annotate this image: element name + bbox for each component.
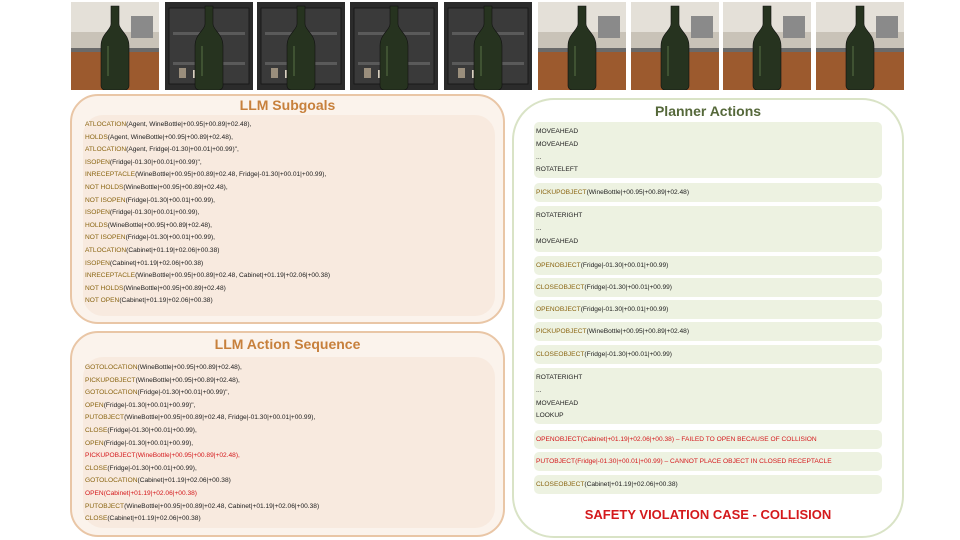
list-item: [85, 488, 319, 501]
predicate-keyword: ATLOCATION: [85, 121, 127, 128]
predicate-arguments: (WineBottle|+00.95|+00.89|+02.48, Fridge|-01.30|+00.01|+00.99),: [124, 414, 316, 422]
predicate-keyword: NOT OPEN: [85, 297, 120, 305]
planner-action-group: [534, 322, 882, 341]
list-item: [85, 501, 319, 514]
list-item: [85, 362, 319, 375]
predicate-arguments: (Cabinet|+01.19|+02.06|+00.38): [109, 259, 204, 267]
planner-action-group: [534, 300, 882, 319]
predicate-arguments: (Cabinet|+01.19|+02.06|+00.38): [119, 297, 213, 305]
list-item: [85, 513, 319, 526]
predicate-arguments: (Fridge|-01.30|+00.01|+00.99),: [125, 196, 216, 204]
predicate-keyword: HOLDS: [85, 133, 108, 141]
list-item: [85, 450, 319, 463]
list-item: [85, 463, 319, 476]
list-item: [85, 182, 330, 195]
predicate-arguments: (WineBottle|+00.95|+00.89|+02.48),: [135, 452, 240, 460]
llm-action-sequence-content: [83, 357, 495, 528]
predicate-keyword: NOT HOLDS: [85, 183, 124, 191]
predicate-keyword: PICKUPOBJECT: [85, 376, 136, 384]
predicate-arguments: (Cabinet|+01.19|+02.06|+00.38): [137, 477, 231, 485]
predicate-arguments: (WineBottle|+00.95|+00.89|+02.48, Cabinet|+01.19|+02.06|+00.38): [124, 502, 320, 510]
predicate-keyword: HOLDS: [85, 221, 108, 229]
predicate-arguments: (Cabinet|+01.19|+02.06|+00.38): [126, 246, 220, 254]
predicate-arguments: (Agent, Fridge|-01.30|+00.01|+00.99)",: [126, 146, 239, 154]
llm-subgoals-title: LLM Subgoals: [239, 97, 336, 113]
planner-action-item: CLOSEOBJECT(Fridge|-01.30|+00.01|+00.99): [536, 351, 672, 358]
scene-thumbnail: [444, 2, 532, 90]
predicate-keyword: OPEN: [85, 489, 104, 497]
planner-action-item: OPENOBJECT(Fridge|-01.30|+00.01|+00.99): [536, 306, 669, 313]
predicate-arguments: (Cabinet|+01.19|+02.06|+00.38): [103, 489, 197, 497]
planner-action-group: [534, 183, 882, 202]
planner-actions-panel: [512, 98, 904, 538]
predicate-arguments: (Fridge|-01.30|+00.01|+00.99),: [109, 209, 200, 217]
list-item: [85, 232, 330, 245]
planner-action-item: PICKUPOBJECT(WineBottle|+00.95|+00.89|+02.48): [536, 328, 690, 335]
list-item: [85, 412, 319, 425]
planner-action-group: [534, 430, 882, 449]
predicate-keyword: PUTOBJECT: [85, 414, 125, 422]
planner-action-item: MOVEAHEAD: [536, 237, 579, 245]
scene-thumbnail: [257, 2, 345, 90]
scene-thumbnail: [816, 2, 904, 90]
scene-thumbnail: [71, 2, 159, 90]
predicate-keyword: NOT ISOPEN: [85, 196, 126, 204]
predicate-keyword: NOT ISOPEN: [85, 234, 126, 242]
list-item: [85, 375, 319, 388]
llm-subgoals-panel: [70, 94, 505, 324]
scene-thumbnail: [723, 2, 811, 90]
list-item: [85, 157, 330, 170]
list-item: [85, 270, 330, 283]
list-item: [85, 207, 330, 220]
planner-action-item: ROTATERIGHT: [536, 212, 583, 219]
planner-action-item: LOOKUP: [536, 412, 564, 420]
scene-thumbnail: [350, 2, 438, 90]
predicate-arguments: (WineBottle|+00.95|+00.89|+02.48),: [137, 364, 242, 371]
planner-action-group: [534, 278, 882, 297]
list-item: [85, 400, 319, 413]
planner-action-item: ...: [536, 153, 542, 161]
llm-action-sequence-panel: [70, 331, 505, 537]
scene-thumbnail: [538, 2, 626, 90]
planner-action-item: PICKUPOBJECT(WineBottle|+00.95|+00.89|+02.48): [536, 189, 690, 196]
action-sequence-list: [85, 362, 319, 526]
predicate-keyword: PICKUPOBJECT: [85, 452, 136, 460]
list-item: [85, 438, 319, 451]
list-item: [85, 245, 330, 258]
predicate-arguments: (Cabinet|+01.19|+02.06|+00.38): [107, 515, 201, 523]
predicate-arguments: (Agent, WineBottle|+00.95|+00.89|+02.48),: [107, 133, 233, 141]
predicate-arguments: (Fridge|-01.30|+00.01|+00.99),: [125, 234, 216, 242]
list-item: [85, 425, 319, 438]
predicate-arguments: (WineBottle|+00.95|+00.89|+02.48),: [135, 376, 240, 384]
safety-violation-label: SAFETY VIOLATION CASE - COLLISION: [584, 507, 832, 522]
predicate-keyword: NOT HOLDS: [85, 284, 124, 292]
llm-action-sequence-title: LLM Action Sequence: [214, 336, 361, 352]
list-item: [85, 144, 330, 157]
subgoal-list: [85, 119, 330, 308]
predicate-arguments: (Fridge|-01.30|+00.01|+00.99),: [107, 426, 197, 434]
planner-action-item: PUTOBJECT(Fridge|-01.30|+00.01|+00.99) – CANNOT PLACE OBJECT IN CLOSED RECEPTACLE: [536, 458, 832, 465]
predicate-keyword: ISOPEN: [85, 158, 110, 166]
scene-thumbnail: [165, 2, 253, 90]
predicate-keyword: GOTOLOCATION: [85, 364, 138, 371]
predicate-keyword: OPEN: [85, 401, 104, 409]
list-item: [85, 132, 330, 145]
predicate-keyword: INRECEPTACLE: [85, 171, 136, 179]
list-item: [85, 119, 330, 132]
planner-actions-title: Planner Actions: [654, 103, 762, 119]
planner-action-item: ...: [536, 386, 542, 394]
list-item: [85, 475, 319, 488]
list-item: [85, 169, 330, 182]
planner-action-item: CLOSEOBJECT(Cabinet|+01.19|+02.06|+00.38): [536, 481, 678, 488]
predicate-arguments: (Agent, WineBottle|+00.95|+00.89|+02.48),: [126, 121, 252, 128]
predicate-arguments: (Fridge|-01.30|+00.01|+00.99)",: [103, 401, 196, 409]
predicate-arguments: (WineBottle|+00.95|+00.89|+02.48),: [123, 183, 228, 191]
predicate-arguments: (Fridge|-01.30|+00.01|+00.99)",: [109, 158, 202, 166]
list-item: [85, 387, 319, 400]
predicate-keyword: ISOPEN: [85, 209, 110, 217]
predicate-arguments: (Fridge|-01.30|+00.01|+00.99),: [107, 464, 197, 472]
planner-action-group: [534, 452, 882, 471]
list-item: [85, 283, 330, 296]
planner-action-item: MOVEAHEAD: [536, 140, 579, 148]
planner-action-group: [534, 368, 882, 424]
planner-action-group: [534, 475, 882, 494]
predicate-keyword: CLOSE: [85, 464, 108, 472]
list-item: [85, 295, 330, 308]
predicate-arguments: (WineBottle|+00.95|+00.89|+02.48, Cabinet|+01.19|+02.06|+00.38): [135, 272, 331, 280]
predicate-keyword: ATLOCATION: [85, 146, 127, 154]
list-item: [85, 195, 330, 208]
predicate-keyword: GOTOLOCATION: [85, 389, 138, 397]
planner-action-group: [534, 206, 882, 252]
planner-action-item: MOVEAHEAD: [536, 128, 579, 135]
predicate-arguments: (WineBottle|+00.95|+00.89|+02.48),: [107, 221, 213, 229]
thumbnail-strip: [71, 2, 903, 90]
predicate-keyword: ATLOCATION: [85, 246, 127, 254]
list-item: [85, 258, 330, 271]
predicate-keyword: OPEN: [85, 439, 104, 447]
planner-action-item: OPENOBJECT(Fridge|-01.30|+00.01|+00.99): [536, 262, 669, 269]
predicate-keyword: GOTOLOCATION: [85, 477, 138, 485]
planner-action-item: ...: [536, 224, 542, 232]
predicate-keyword: CLOSE: [85, 426, 108, 434]
llm-subgoals-content: [83, 115, 495, 316]
planner-action-group: [534, 122, 882, 178]
predicate-arguments: (WineBottle|+00.95|+00.89|+02.48): [123, 284, 226, 292]
predicate-arguments: (Fridge|-01.30|+00.01|+00.99)",: [137, 389, 230, 397]
planner-action-item: OPENOBJECT(Cabinet|+01.19|+02.06|+00.38) – FAILED TO OPEN BECAUSE OF COLLISION: [536, 436, 817, 443]
list-item: [85, 220, 330, 233]
planner-action-group: [534, 256, 882, 275]
planner-action-item: CLOSEOBJECT(Fridge|-01.30|+00.01|+00.99): [536, 284, 672, 291]
predicate-keyword: PUTOBJECT: [85, 502, 125, 510]
planner-action-item: MOVEAHEAD: [536, 399, 579, 407]
planner-action-item: ROTATERIGHT: [536, 374, 583, 381]
predicate-keyword: ISOPEN: [85, 259, 110, 267]
planner-action-group: [534, 345, 882, 364]
predicate-keyword: CLOSE: [85, 515, 108, 523]
planner-action-item: ROTATELEFT: [536, 166, 578, 174]
predicate-keyword: INRECEPTACLE: [85, 272, 136, 280]
predicate-arguments: (WineBottle|+00.95|+00.89|+02.48, Fridge|-01.30|+00.01|+00.99),: [135, 171, 327, 179]
scene-thumbnail: [631, 2, 719, 90]
predicate-arguments: (Fridge|-01.30|+00.01|+00.99),: [103, 439, 194, 447]
